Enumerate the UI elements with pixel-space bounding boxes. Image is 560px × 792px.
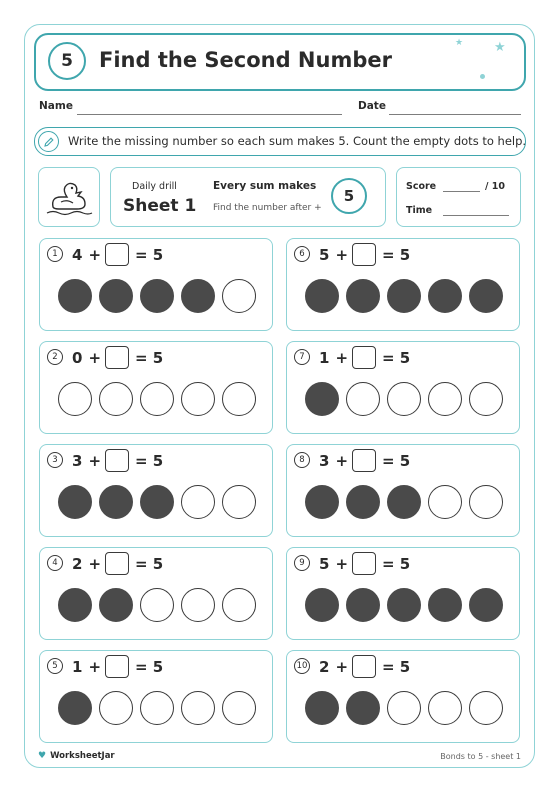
filled-dot bbox=[99, 588, 133, 622]
empty-dot bbox=[346, 382, 380, 416]
addend: 1 bbox=[319, 348, 330, 367]
title-number-badge: 5 bbox=[48, 42, 86, 80]
empty-dot bbox=[99, 382, 133, 416]
equation bbox=[72, 243, 163, 266]
answer-box[interactable] bbox=[352, 655, 376, 678]
footer-page-label: Bonds to 5 - sheet 1 bbox=[440, 752, 521, 761]
filled-dot bbox=[305, 279, 339, 313]
plus-sign: + bbox=[335, 245, 349, 264]
dot-row bbox=[305, 485, 503, 519]
empty-dot bbox=[58, 382, 92, 416]
dot-row bbox=[305, 691, 503, 725]
target-badge: 5 bbox=[331, 178, 367, 214]
equation bbox=[72, 655, 163, 678]
filled-dot bbox=[58, 691, 92, 725]
equals-total: = 5 bbox=[135, 554, 164, 573]
filled-dot bbox=[346, 279, 380, 313]
dot-row bbox=[58, 691, 256, 725]
name-field-line[interactable] bbox=[77, 114, 342, 115]
duck-icon bbox=[45, 177, 93, 217]
problem-number: 1 bbox=[47, 246, 63, 262]
empty-dot bbox=[140, 382, 174, 416]
plus-sign: + bbox=[335, 348, 349, 367]
filled-dot bbox=[58, 485, 92, 519]
footer-brand bbox=[38, 751, 115, 761]
answer-box[interactable] bbox=[105, 552, 129, 575]
instruction-text: Write the missing number so each sum makes 5. Count the empty dots to help. bbox=[68, 134, 527, 148]
filled-dot bbox=[99, 485, 133, 519]
drill-label: Daily drill bbox=[132, 181, 177, 192]
dot-row bbox=[305, 588, 503, 622]
dot-row bbox=[58, 382, 256, 416]
problem-card bbox=[39, 341, 273, 434]
answer-box[interactable] bbox=[352, 346, 376, 369]
plus-sign: + bbox=[88, 657, 102, 676]
answer-box[interactable] bbox=[105, 346, 129, 369]
time-field-line[interactable] bbox=[443, 215, 509, 216]
filled-dot bbox=[469, 279, 503, 313]
equals-total: = 5 bbox=[135, 348, 164, 367]
dot-row bbox=[58, 485, 256, 519]
score-label: Score bbox=[406, 181, 437, 192]
plus-sign: + bbox=[88, 451, 102, 470]
empty-dot bbox=[222, 691, 256, 725]
equation bbox=[72, 449, 163, 472]
answer-box[interactable] bbox=[352, 449, 376, 472]
plus-sign: + bbox=[335, 657, 349, 676]
empty-dot bbox=[99, 691, 133, 725]
plus-sign: + bbox=[335, 451, 349, 470]
equation bbox=[319, 655, 410, 678]
filled-dot bbox=[305, 588, 339, 622]
plus-sign: + bbox=[335, 554, 349, 573]
dot-row bbox=[58, 588, 256, 622]
equation bbox=[72, 346, 163, 369]
problem-number: 7 bbox=[294, 349, 310, 365]
date-field-line[interactable] bbox=[389, 114, 521, 115]
addend: 2 bbox=[72, 554, 83, 573]
equals-total: = 5 bbox=[135, 451, 164, 470]
filled-dot bbox=[428, 588, 462, 622]
page-title: Find the Second Number bbox=[99, 48, 392, 72]
problem-card bbox=[39, 547, 273, 640]
date-label: Date bbox=[358, 100, 386, 112]
dot-row bbox=[305, 382, 503, 416]
plus-sign: + bbox=[88, 245, 102, 264]
empty-dot bbox=[428, 382, 462, 416]
addend: 1 bbox=[72, 657, 83, 676]
problem-number: 6 bbox=[294, 246, 310, 262]
answer-box[interactable] bbox=[105, 449, 129, 472]
filled-dot bbox=[387, 279, 421, 313]
filled-dot bbox=[140, 279, 174, 313]
equals-total: = 5 bbox=[135, 245, 164, 264]
empty-dot bbox=[387, 382, 421, 416]
dot-row bbox=[305, 279, 503, 313]
plus-sign: + bbox=[88, 348, 102, 367]
problem-number: 8 bbox=[294, 452, 310, 468]
problem-number: 4 bbox=[47, 555, 63, 571]
addend: 3 bbox=[319, 451, 330, 470]
filled-dot bbox=[428, 279, 462, 313]
equals-total: = 5 bbox=[382, 245, 411, 264]
equation bbox=[72, 552, 163, 575]
filled-dot bbox=[387, 485, 421, 519]
filled-dot bbox=[181, 279, 215, 313]
empty-dot bbox=[140, 588, 174, 622]
equals-total: = 5 bbox=[382, 554, 411, 573]
filled-dot bbox=[469, 588, 503, 622]
empty-dot bbox=[428, 485, 462, 519]
score-out-of: / 10 bbox=[485, 181, 505, 192]
problem-card bbox=[286, 238, 520, 331]
problem-card bbox=[39, 444, 273, 537]
filled-dot bbox=[305, 691, 339, 725]
filled-dot bbox=[58, 279, 92, 313]
addend: 4 bbox=[72, 245, 83, 264]
time-label: Time bbox=[406, 205, 433, 216]
answer-box[interactable] bbox=[105, 655, 129, 678]
addend: 0 bbox=[72, 348, 83, 367]
empty-dot bbox=[222, 485, 256, 519]
filled-dot bbox=[346, 588, 380, 622]
empty-dot bbox=[469, 485, 503, 519]
equation bbox=[319, 346, 410, 369]
problem-number: 10 bbox=[294, 658, 310, 674]
filled-dot bbox=[305, 485, 339, 519]
empty-dot bbox=[181, 588, 215, 622]
every-sum-label: Every sum makes bbox=[213, 180, 317, 192]
addend: 5 bbox=[319, 245, 330, 264]
filled-dot bbox=[305, 382, 339, 416]
answer-box[interactable] bbox=[352, 552, 376, 575]
brand-name: WorksheetJar bbox=[50, 751, 115, 761]
hint-label: Find the number after + bbox=[213, 203, 322, 213]
problem-card bbox=[39, 238, 273, 331]
equation bbox=[319, 552, 410, 575]
problem-card bbox=[39, 650, 273, 743]
filled-dot bbox=[99, 279, 133, 313]
empty-dot bbox=[181, 691, 215, 725]
empty-dot bbox=[181, 485, 215, 519]
empty-dot bbox=[222, 382, 256, 416]
decor-dot bbox=[480, 74, 485, 79]
empty-dot bbox=[222, 588, 256, 622]
filled-dot bbox=[387, 588, 421, 622]
problem-number: 5 bbox=[47, 658, 63, 674]
addend: 5 bbox=[319, 554, 330, 573]
star-icon: ★ bbox=[494, 40, 506, 55]
equation bbox=[319, 243, 410, 266]
score-field-line[interactable] bbox=[443, 191, 480, 192]
filled-dot bbox=[58, 588, 92, 622]
addend: 2 bbox=[319, 657, 330, 676]
problem-card bbox=[286, 341, 520, 434]
problem-number: 9 bbox=[294, 555, 310, 571]
problem-number: 3 bbox=[47, 452, 63, 468]
equals-total: = 5 bbox=[382, 657, 411, 676]
duck-icon-box bbox=[38, 167, 100, 227]
filled-dot bbox=[140, 485, 174, 519]
answer-box[interactable] bbox=[105, 243, 129, 266]
problem-card bbox=[286, 444, 520, 537]
empty-dot bbox=[469, 382, 503, 416]
filled-dot bbox=[346, 691, 380, 725]
plus-sign: + bbox=[88, 554, 102, 573]
equals-total: = 5 bbox=[382, 451, 411, 470]
heart-icon: ♥ bbox=[38, 751, 47, 761]
addend: 3 bbox=[72, 451, 83, 470]
empty-dot bbox=[469, 691, 503, 725]
pencil-icon bbox=[38, 131, 59, 152]
answer-box[interactable] bbox=[352, 243, 376, 266]
empty-dot bbox=[387, 691, 421, 725]
equals-total: = 5 bbox=[135, 657, 164, 676]
empty-dot bbox=[428, 691, 462, 725]
problem-card bbox=[286, 650, 520, 743]
equals-total: = 5 bbox=[382, 348, 411, 367]
drill-box bbox=[110, 167, 386, 227]
empty-dot bbox=[222, 279, 256, 313]
name-label: Name bbox=[39, 100, 73, 112]
dot-row bbox=[58, 279, 256, 313]
star-icon: ★ bbox=[455, 38, 464, 48]
filled-dot bbox=[346, 485, 380, 519]
problem-number: 2 bbox=[47, 349, 63, 365]
equation bbox=[319, 449, 410, 472]
score-box bbox=[396, 167, 521, 227]
problem-card bbox=[286, 547, 520, 640]
sheet-label: Sheet 1 bbox=[123, 196, 197, 216]
empty-dot bbox=[181, 382, 215, 416]
name-date-row bbox=[39, 100, 523, 118]
empty-dot bbox=[140, 691, 174, 725]
